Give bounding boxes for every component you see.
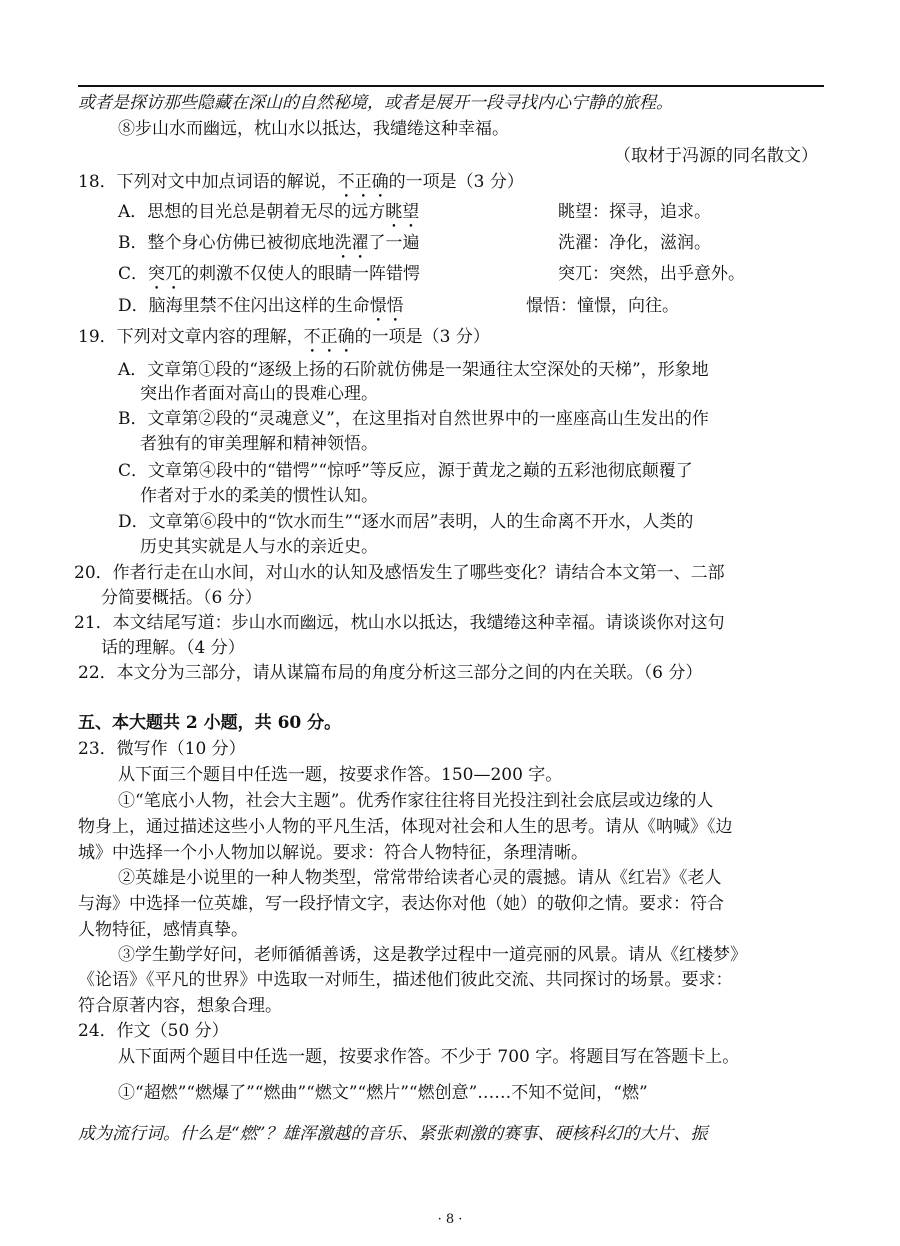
q24-instructions: 从下面两个题目中任选一题，按要求作答。不少于 700 字。将题目写在答题卡上。 — [118, 1047, 740, 1067]
q23-prompt-1-cont: 物身上，通过描述这些小人物的平凡生活，体现对社会和人生的思考。请从《呐喊》《边 — [78, 817, 733, 837]
q19-option-c-cont: 作者对于水的柔美的惯性认知。 — [140, 486, 378, 506]
q18-option-d: D．脑海里禁不住闪出这样的生命憬悟 — [118, 296, 404, 316]
text-line: 或者是探访那些隐藏在深山的自然秘境，或者是展开一段寻找内心宁静的旅程。 — [78, 93, 673, 113]
q24-prompt-1-cont: 成为流行词。什么是“燃”？雄浑激越的音乐、紧张刺激的赛事、硬核科幻的大片、振 — [78, 1124, 708, 1144]
q19-option-a-cont: 突出作者面对高山的畏难心理。 — [140, 384, 378, 404]
q19-option-d: D．文章第⑥段中的“饮水而生”“逐水而居”表明，人的生命离不开水，人类的 — [118, 512, 694, 532]
q19-option-b: B．文章第②段的“灵魂意义”，在这里指对自然世界中的一座座高山生发出的作 — [118, 409, 709, 429]
question-20-cont: 分简要概括。（6 分） — [101, 588, 262, 608]
question-22: 22．本文分为三部分，请从谋篇布局的角度分析这三部分之间的内在关联。（6 分） — [78, 663, 703, 683]
source-note: （取材于冯源的同名散文） — [614, 146, 818, 166]
q18-option-a: A．思想的目光总是朝着无尽的远方眺望 — [118, 202, 420, 222]
q18-option-b-explanation: 洗濯：净化，滋润。 — [558, 233, 711, 253]
q24-prompt-1: ①“超燃”“燃爆了”“燃曲”“燃文”“燃片”“燃创意”……不知不觉间，“燃” — [118, 1083, 648, 1103]
question-21: 21．本文结尾写道：步山水而幽远，枕山水以抵达，我缱绻这种幸福。请谈谈你对这句 — [74, 613, 725, 633]
header-rule — [78, 85, 824, 87]
section-5-heading: 五、本大题共 2 小题，共 60 分。 — [78, 713, 342, 733]
q23-prompt-1: ①“笔底小人物，社会大主题”。优秀作家往往将目光投注到社会底层或边缘的人 — [118, 791, 714, 811]
page-number: · 8 · — [437, 1212, 463, 1227]
q19-option-b-cont: 者独有的审美理解和精神领悟。 — [140, 434, 378, 454]
paragraph-8: ⑧步山水而幽远，枕山水以抵达，我缱绻这种幸福。 — [118, 119, 509, 139]
q19-option-a: A．文章第①段的“逐级上扬的石阶就仿佛是一架通往太空深处的天梯”，形象地 — [118, 360, 709, 380]
q23-prompt-2-cont: 人物特征，感情真挚。 — [78, 920, 248, 940]
q18-option-c-explanation: 突兀：突然，出乎意外。 — [558, 264, 745, 284]
q23-prompt-3-cont: 《论语》《平凡的世界》中选取一对师生，描述他们彼此交流、共同探讨的场景。要求： — [78, 970, 733, 990]
question-21-cont: 话的理解。（4 分） — [101, 638, 245, 658]
q19-option-d-cont: 历史其实就是人与水的亲近史。 — [140, 537, 378, 557]
question-20: 20．作者行走在山水间，对山水的认知及感悟发生了哪些变化？请结合本文第一、二部 — [74, 563, 725, 583]
q18-option-b: B．整个身心仿佛已被彻底地洗濯了一遍 — [118, 233, 420, 253]
q23-instructions: 从下面三个题目中任选一题，按要求作答。150—200 字。 — [118, 765, 563, 785]
q23-prompt-3-cont: 符合原著内容，想象合理。 — [78, 996, 282, 1016]
question-19-stem: 19．下列对文章内容的理解，不正确的一项是（3 分） — [78, 327, 490, 347]
q23-prompt-3: ③学生勤学好问，老师循循善诱，这是教学过程中一道亮丽的风景。请从《红楼梦》 — [118, 945, 747, 965]
question-18-stem: 18．下列对文中加点词语的解说，不正确的一项是（3 分） — [78, 172, 524, 192]
q18-option-a-explanation: 眺望：探寻，追求。 — [558, 202, 711, 222]
q23-prompt-2-cont: 与海》中选择一位英雄，写一段抒情文字，表达你对他（她）的敬仰之情。要求：符合 — [78, 894, 724, 914]
q23-prompt-2: ②英雄是小说里的一种人物类型，常常带给读者心灵的震撼。请从《红岩》《老人 — [118, 868, 722, 888]
q23-prompt-1-cont: 城》中选择一个小人物加以解说。要求：符合人物特征，条理清晰。 — [78, 843, 588, 863]
q18-option-c: C．突兀的刺激不仅使人的眼睛一阵错愕 — [118, 264, 421, 284]
question-24: 24．作文（50 分） — [78, 1021, 229, 1041]
q19-option-c: C．文章第④段中的“错愕”“惊呼”等反应，源于黄龙之巅的五彩池彻底颠覆了 — [118, 461, 693, 481]
question-23: 23．微写作（10 分） — [78, 739, 246, 759]
q18-option-d-explanation: 憬悟：憧憬，向往。 — [526, 296, 679, 316]
